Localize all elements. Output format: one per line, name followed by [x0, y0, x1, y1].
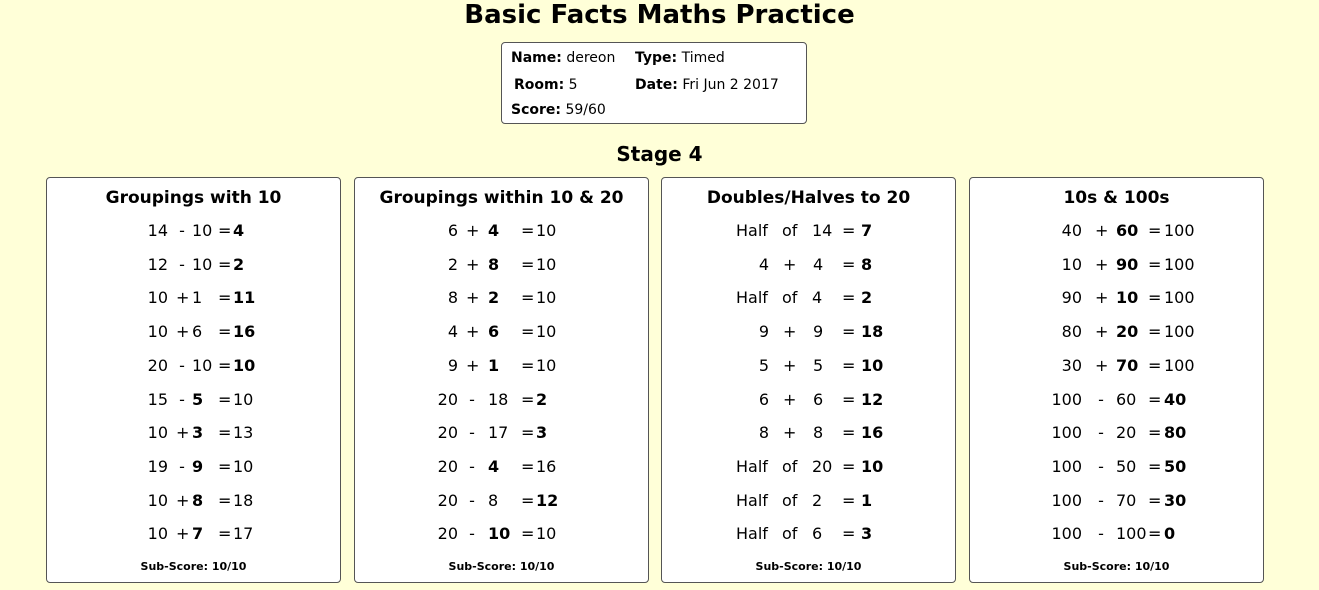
equation-row: [970, 255, 1263, 279]
equals-sign: =: [1148, 423, 1162, 443]
operand-a: 2: [447, 254, 458, 274]
operator: +: [783, 423, 797, 443]
operand-b: 60: [1116, 389, 1137, 409]
operand-a: 40: [1061, 221, 1082, 240]
result: 10: [233, 456, 254, 476]
operator: of: [782, 288, 798, 308]
equals-sign: =: [218, 221, 232, 240]
equation-row: [355, 457, 648, 481]
result: 10: [536, 254, 557, 274]
operand-a: 10: [147, 490, 168, 510]
equation-row: [662, 491, 955, 515]
equation-row: [970, 457, 1263, 481]
score-field: Score: 59/60: [511, 102, 606, 118]
operand-a: 100: [1051, 389, 1082, 409]
equals-sign: =: [1148, 355, 1162, 375]
operand-b: 70: [1116, 490, 1137, 510]
operand-b: 8: [813, 423, 824, 443]
result: 11: [233, 288, 256, 308]
operator: -: [469, 524, 475, 544]
result: 3: [861, 524, 873, 544]
equals-sign: =: [521, 221, 535, 240]
equation-row: [355, 390, 648, 414]
operand-a: 20: [437, 389, 458, 409]
panel-title: Groupings within 10 & 20: [379, 188, 624, 208]
equation-row: [662, 390, 955, 414]
operand-b: 10: [1116, 288, 1139, 308]
equation-row: [355, 356, 648, 380]
equation-row: [47, 457, 340, 481]
operator: +: [783, 254, 797, 274]
operand-b: 100: [1116, 524, 1147, 544]
operand-a: Half: [736, 221, 768, 240]
equals-sign: =: [218, 288, 232, 308]
operand-b: 10: [488, 524, 511, 544]
equation-row: [47, 491, 340, 515]
operand-b: 60: [1116, 221, 1139, 240]
equals-sign: =: [842, 355, 856, 375]
equation-row: [970, 423, 1263, 447]
operator: -: [179, 355, 185, 375]
operand-a: 6: [447, 221, 458, 240]
equals-sign: =: [218, 355, 232, 375]
operator: -: [1098, 456, 1104, 476]
stage-heading: Stage 4: [616, 142, 703, 166]
operand-b: 10: [192, 221, 213, 240]
equation-row: [662, 423, 955, 447]
panel-tens-hundreds: [969, 177, 1264, 583]
operand-a: 6: [758, 389, 769, 409]
operand-a: 10: [147, 288, 168, 308]
type-field: Type: Timed: [635, 50, 725, 66]
panel-title: 10s & 100s: [1063, 188, 1170, 208]
equals-sign: =: [1148, 322, 1162, 342]
page-title: Basic Facts Maths Practice: [464, 0, 855, 30]
equation-row: [970, 491, 1263, 515]
equals-sign: =: [521, 355, 535, 375]
equals-sign: =: [842, 389, 856, 409]
equals-sign: =: [842, 423, 856, 443]
result: 16: [233, 322, 256, 342]
equation-row: [47, 255, 340, 279]
equation-row: [355, 524, 648, 548]
operand-a: 20: [437, 524, 458, 544]
operand-a: Half: [736, 456, 768, 476]
equals-sign: =: [842, 254, 856, 274]
result: 13: [233, 423, 254, 443]
operand-a: 100: [1051, 524, 1082, 544]
panel-groupings-with-10: [46, 177, 341, 583]
result: 1: [861, 490, 873, 510]
equals-sign: =: [521, 389, 535, 409]
operator: -: [1098, 389, 1104, 409]
equals-sign: =: [218, 490, 232, 510]
operator: -: [1098, 423, 1104, 443]
operand-a: 80: [1061, 322, 1082, 342]
operand-a: 5: [758, 355, 769, 375]
operand-b: 9: [813, 322, 824, 342]
operand-a: 8: [447, 288, 458, 308]
result: 10: [536, 221, 557, 240]
result: 2: [233, 254, 245, 274]
result: 30: [1164, 490, 1187, 510]
operator: +: [466, 355, 480, 375]
equation-row: [47, 390, 340, 414]
operator: +: [176, 288, 190, 308]
equals-sign: =: [1148, 456, 1162, 476]
result: 12: [861, 389, 884, 409]
operand-b: 70: [1116, 355, 1139, 375]
equation-row: [662, 356, 955, 380]
operator: -: [179, 254, 185, 274]
result: 18: [233, 490, 254, 510]
equation-row: [47, 322, 340, 346]
operator: +: [466, 322, 480, 342]
equals-sign: =: [1148, 490, 1162, 510]
operator: of: [782, 490, 798, 510]
equals-sign: =: [842, 221, 856, 240]
operand-b: 50: [1116, 456, 1137, 476]
operator: -: [179, 456, 185, 476]
operand-b: 4: [812, 288, 823, 308]
equation-row: [662, 255, 955, 279]
operand-b: 4: [813, 254, 824, 274]
operand-a: 12: [147, 254, 168, 274]
result: 100: [1164, 288, 1195, 308]
result: 10: [861, 355, 884, 375]
operand-a: 15: [147, 389, 168, 409]
operand-b: 17: [488, 423, 509, 443]
operand-b: 1: [488, 355, 500, 375]
operand-a: 20: [147, 355, 168, 375]
result: 40: [1164, 389, 1187, 409]
operator: -: [1098, 490, 1104, 510]
result: 17: [233, 524, 254, 544]
equation-row: [970, 390, 1263, 414]
operand-a: 9: [758, 322, 769, 342]
operator: +: [783, 389, 797, 409]
operator: of: [782, 221, 798, 240]
operand-b: 20: [1116, 423, 1137, 443]
result: 2: [536, 389, 548, 409]
operand-a: 20: [437, 490, 458, 510]
operand-b: 14: [812, 221, 833, 240]
room-field: Room: 5: [514, 77, 578, 93]
operand-b: 4: [488, 456, 500, 476]
equals-sign: =: [1148, 254, 1162, 274]
equals-sign: =: [521, 524, 535, 544]
equals-sign: =: [218, 524, 232, 544]
equals-sign: =: [842, 288, 856, 308]
operand-a: 4: [447, 322, 458, 342]
equals-sign: =: [842, 524, 856, 544]
equals-sign: =: [842, 456, 856, 476]
result: 12: [536, 490, 559, 510]
operand-a: Half: [736, 490, 768, 510]
result: 18: [861, 322, 884, 342]
student-info-box: [501, 42, 807, 124]
operator: +: [1095, 288, 1109, 308]
operator: +: [1095, 355, 1109, 375]
operand-a: 20: [437, 456, 458, 476]
result: 10: [536, 524, 557, 544]
operator: +: [466, 221, 480, 240]
equals-sign: =: [218, 254, 232, 274]
equals-sign: =: [521, 423, 535, 443]
operator: +: [783, 322, 797, 342]
equation-row: [355, 288, 648, 312]
sub-score: Sub-Score: 10/10: [1063, 560, 1170, 573]
equation-row: [662, 322, 955, 346]
operand-a: 90: [1061, 288, 1082, 308]
operand-a: Half: [736, 524, 768, 544]
equation-row: [47, 423, 340, 447]
result: 100: [1164, 254, 1195, 274]
equation-row: [47, 356, 340, 380]
result: 100: [1164, 355, 1195, 375]
operator: +: [1095, 221, 1109, 240]
result: 80: [1164, 423, 1187, 443]
result: 10: [536, 355, 557, 375]
operand-b: 2: [488, 288, 500, 308]
equals-sign: =: [521, 322, 535, 342]
equals-sign: =: [521, 254, 535, 274]
operator: +: [176, 423, 190, 443]
operator: -: [179, 389, 185, 409]
operand-a: 30: [1061, 355, 1082, 375]
result: 10: [536, 288, 557, 308]
result: 50: [1164, 456, 1187, 476]
result: 7: [861, 221, 873, 240]
operand-a: 100: [1051, 423, 1082, 443]
equation-row: [47, 524, 340, 548]
equation-row: [970, 322, 1263, 346]
operator: of: [782, 524, 798, 544]
sub-score: Sub-Score: 10/10: [140, 560, 247, 573]
operand-b: 5: [192, 389, 204, 409]
equation-row: [970, 221, 1263, 245]
operator: -: [469, 456, 475, 476]
operand-a: 10: [1061, 254, 1082, 274]
result: 10: [233, 355, 256, 375]
operand-a: 14: [147, 221, 168, 240]
name-field: Name: dereon: [511, 50, 616, 66]
equals-sign: =: [1148, 221, 1162, 240]
equation-row: [355, 221, 648, 245]
result: 0: [1164, 524, 1176, 544]
equation-row: [662, 524, 955, 548]
equals-sign: =: [842, 322, 856, 342]
equation-row: [355, 255, 648, 279]
equals-sign: =: [521, 288, 535, 308]
operand-b: 10: [192, 355, 213, 375]
equation-row: [970, 356, 1263, 380]
operand-b: 20: [812, 456, 833, 476]
date-field: Date: Fri Jun 2 2017: [635, 77, 779, 93]
operator: +: [783, 355, 797, 375]
result: 2: [861, 288, 873, 308]
operand-b: 6: [813, 389, 824, 409]
equation-row: [662, 221, 955, 245]
equals-sign: =: [218, 322, 232, 342]
operand-a: 100: [1051, 490, 1082, 510]
equation-row: [970, 288, 1263, 312]
operand-b: 7: [192, 524, 204, 544]
result: 10: [536, 322, 557, 342]
equals-sign: =: [218, 389, 232, 409]
operand-b: 18: [488, 389, 509, 409]
operator: of: [782, 456, 798, 476]
panel-title: Doubles/Halves to 20: [706, 188, 911, 208]
equation-row: [662, 457, 955, 481]
operand-a: Half: [736, 288, 768, 308]
operand-a: 10: [147, 524, 168, 544]
equals-sign: =: [1148, 389, 1162, 409]
panel-title: Groupings with 10: [105, 188, 282, 208]
operand-b: 3: [192, 423, 204, 443]
operand-b: 8: [488, 254, 500, 274]
equation-row: [662, 288, 955, 312]
equals-sign: =: [521, 456, 535, 476]
operator: -: [469, 389, 475, 409]
result: 10: [233, 389, 254, 409]
operator: +: [1095, 322, 1109, 342]
equation-row: [355, 491, 648, 515]
operator: +: [176, 322, 190, 342]
operand-b: 10: [192, 254, 213, 274]
panel-doubles-halves-20: [661, 177, 956, 583]
equals-sign: =: [842, 490, 856, 510]
operand-a: 100: [1051, 456, 1082, 476]
operand-b: 8: [488, 490, 499, 510]
equals-sign: =: [1148, 288, 1162, 308]
operand-b: 6: [812, 524, 823, 544]
equation-row: [970, 524, 1263, 548]
operand-b: 6: [192, 322, 203, 342]
equation-row: [355, 322, 648, 346]
operator: +: [1095, 254, 1109, 274]
operand-a: 10: [147, 423, 168, 443]
operand-b: 6: [488, 322, 500, 342]
result: 10: [861, 456, 884, 476]
operand-a: 9: [447, 355, 458, 375]
operator: -: [469, 423, 475, 443]
operand-b: 5: [813, 355, 824, 375]
operator: +: [176, 524, 190, 544]
operator: +: [466, 288, 480, 308]
operand-b: 9: [192, 456, 204, 476]
operator: -: [179, 221, 185, 240]
equals-sign: =: [521, 490, 535, 510]
operator: -: [1098, 524, 1104, 544]
operand-b: 8: [192, 490, 204, 510]
operand-a: 4: [758, 254, 769, 274]
result: 16: [861, 423, 884, 443]
operand-b: 1: [192, 288, 203, 308]
result: 100: [1164, 322, 1195, 342]
operand-a: 19: [147, 456, 168, 476]
operand-b: 2: [812, 490, 823, 510]
result: 100: [1164, 221, 1195, 240]
equals-sign: =: [1148, 524, 1162, 544]
operand-a: 8: [758, 423, 769, 443]
sub-score: Sub-Score: 10/10: [448, 560, 555, 573]
equation-row: [47, 288, 340, 312]
result: 4: [233, 221, 245, 240]
panel-groupings-within-10-20: [354, 177, 649, 583]
result: 3: [536, 423, 548, 443]
result: 16: [536, 456, 557, 476]
operand-b: 4: [488, 221, 500, 240]
operator: -: [469, 490, 475, 510]
result: 8: [861, 254, 873, 274]
sub-score: Sub-Score: 10/10: [755, 560, 862, 573]
operator: +: [176, 490, 190, 510]
operand-a: 10: [147, 322, 168, 342]
operator: +: [466, 254, 480, 274]
equals-sign: =: [218, 423, 232, 443]
operand-a: 20: [437, 423, 458, 443]
equation-row: [355, 423, 648, 447]
equals-sign: =: [218, 456, 232, 476]
operand-b: 20: [1116, 322, 1139, 342]
equation-row: [47, 221, 340, 245]
operand-b: 90: [1116, 254, 1139, 274]
